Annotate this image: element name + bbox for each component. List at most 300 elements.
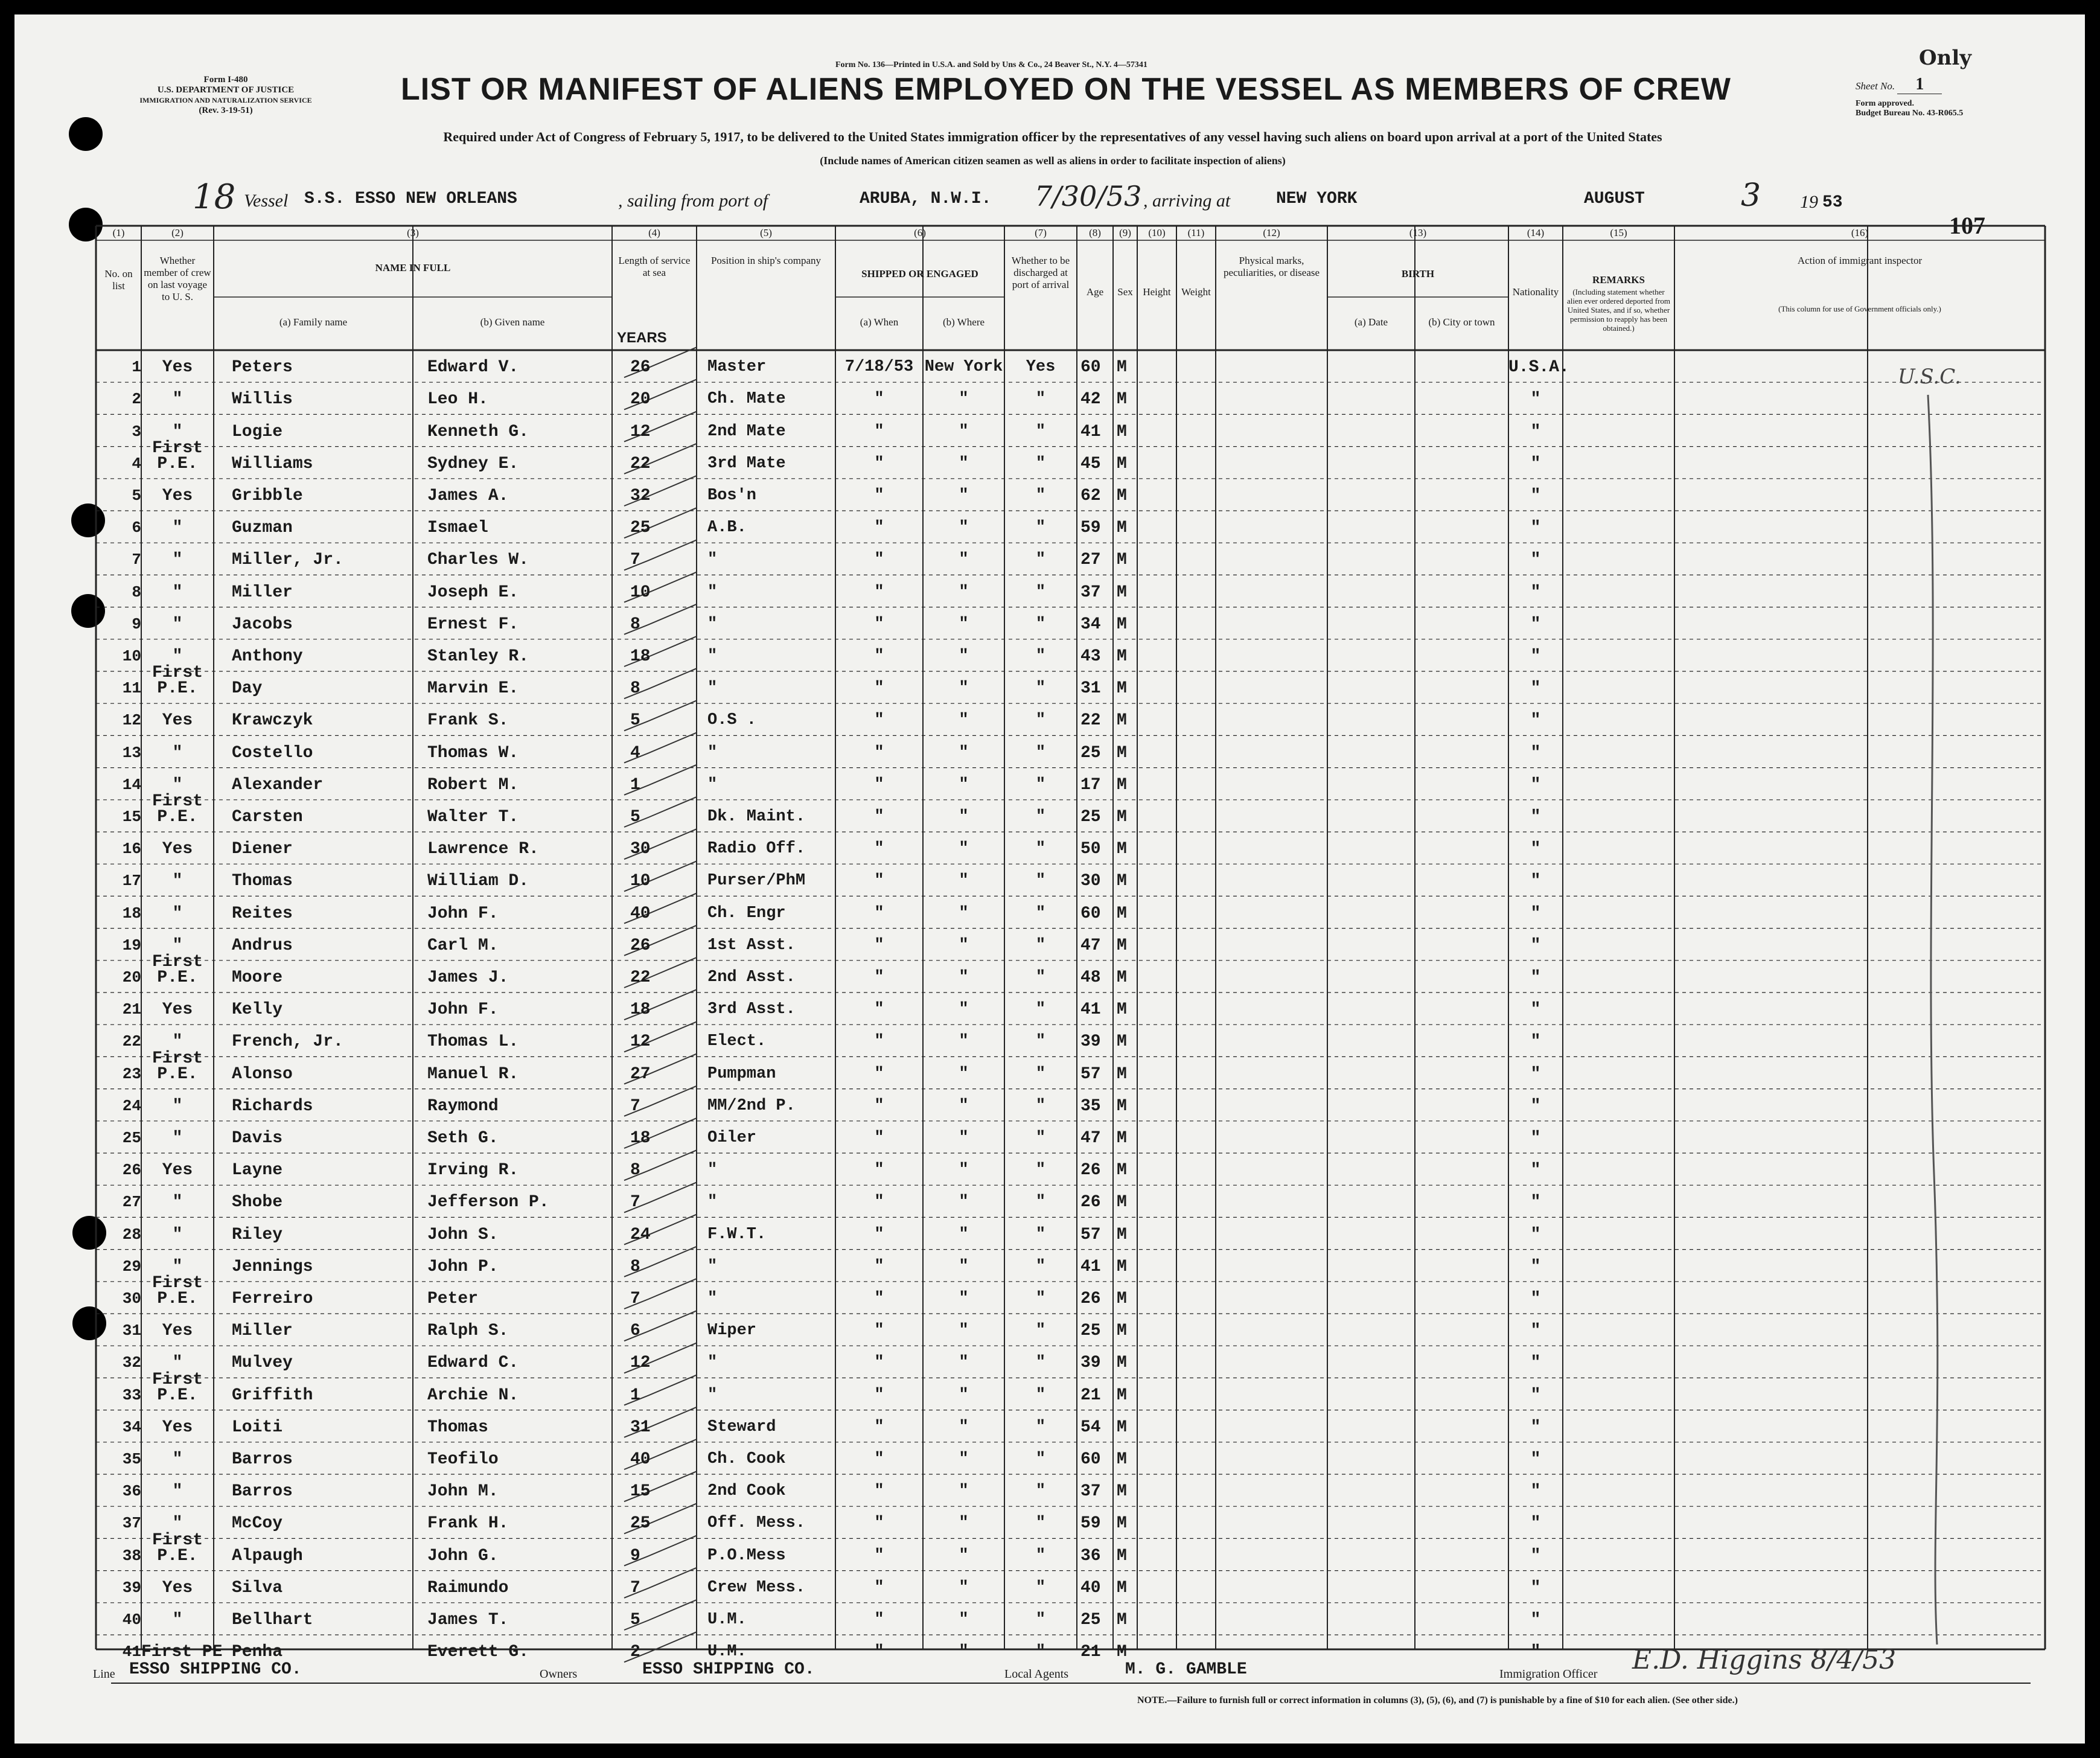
shipped-when: " — [874, 968, 884, 986]
row-number: 32 — [122, 1354, 141, 1372]
years-at-sea: 4 — [630, 743, 640, 762]
col-number-c10_num: (10) — [1148, 227, 1166, 238]
given-name: Edward V. — [427, 358, 519, 377]
family-name: Willis — [232, 390, 293, 409]
prev-voyage-top: First — [152, 1049, 203, 1068]
row-number: 11 — [122, 679, 141, 698]
discharged: " — [1035, 1000, 1046, 1019]
shipped-where: " — [959, 1418, 969, 1436]
age: 25 — [1080, 808, 1101, 826]
prev-voyage-top: First — [152, 792, 203, 811]
prev-voyage: " — [172, 1450, 183, 1469]
nationality: " — [1530, 1418, 1541, 1437]
nationality: " — [1530, 422, 1541, 441]
row-number: 36 — [122, 1482, 141, 1501]
given-name: John S. — [427, 1225, 499, 1244]
col-header-c13: BIRTH — [1401, 268, 1435, 280]
shipped-when: 7/18/53 — [844, 358, 914, 377]
nationality: " — [1530, 1482, 1541, 1501]
shipped-where: " — [959, 1000, 969, 1019]
shipped-where: " — [959, 1450, 969, 1468]
discharged: " — [1035, 808, 1046, 826]
family-name: Griffith — [232, 1386, 313, 1405]
sailing-label: , sailing from port of — [618, 191, 768, 211]
prev-voyage: First PE — [141, 1643, 223, 1662]
shipped-when: " — [874, 1418, 884, 1436]
family-name: Barros — [232, 1482, 293, 1501]
discharged: " — [1035, 1611, 1046, 1629]
shipped-when: " — [874, 808, 884, 826]
position: " — [707, 615, 718, 633]
shipped-when: " — [874, 390, 884, 409]
prev-voyage: Yes — [162, 358, 193, 377]
shipped-where: " — [959, 1193, 969, 1212]
discharged: " — [1035, 872, 1046, 890]
vessel-label: Vessel — [244, 191, 289, 211]
shipped-when: " — [874, 840, 884, 858]
line-value: ESSO SHIPPING CO. — [129, 1660, 302, 1679]
nationality: " — [1530, 840, 1541, 859]
nationality: " — [1530, 1354, 1541, 1373]
sex: M — [1117, 1000, 1127, 1020]
shipped-where: " — [959, 968, 969, 986]
years-at-sea: 12 — [630, 1354, 651, 1373]
row-number: 25 — [122, 1129, 141, 1147]
shipped-when: " — [874, 1000, 884, 1019]
prev-voyage: " — [172, 1225, 183, 1244]
sex: M — [1117, 1611, 1127, 1629]
given-name: John F. — [427, 904, 499, 923]
discharged: " — [1035, 1386, 1046, 1404]
given-name: Kenneth G. — [427, 422, 529, 441]
position: Oiler — [707, 1129, 757, 1147]
years-at-sea: 20 — [630, 390, 651, 409]
sex: M — [1117, 1418, 1127, 1437]
form-approved: Form approved. — [1856, 99, 1914, 108]
row-number: 31 — [122, 1322, 141, 1340]
prev-voyage: P.E. — [157, 454, 198, 473]
col-header-c6a: (a) When — [860, 316, 899, 328]
sex: M — [1117, 583, 1127, 602]
discharged: " — [1035, 936, 1046, 954]
budget-no: Budget Bureau No. 43-R065.5 — [1856, 109, 1964, 118]
discharged: " — [1035, 679, 1046, 698]
position: Wiper — [707, 1322, 757, 1340]
shipped-when: " — [874, 1032, 884, 1051]
family-name: French, Jr. — [232, 1032, 343, 1052]
family-name: Barros — [232, 1450, 293, 1469]
form-id: Form I-480 — [203, 75, 248, 85]
row-number: 37 — [122, 1514, 141, 1533]
shipped-where: " — [959, 904, 969, 922]
officer-label: Immigration Officer — [1499, 1667, 1598, 1681]
prev-voyage: " — [172, 775, 183, 794]
years-at-sea: 15 — [630, 1482, 651, 1501]
age: 57 — [1080, 1064, 1101, 1084]
shipped-where: " — [959, 1225, 969, 1244]
years-at-sea: 8 — [630, 1161, 640, 1180]
shipped-when: " — [874, 743, 884, 762]
row-number: 2 — [132, 390, 141, 409]
col-header-c4: Length of service at sea — [618, 255, 691, 278]
family-name: Jennings — [232, 1257, 313, 1276]
col-header-c3a: (a) Family name — [279, 316, 348, 328]
footer-rule — [111, 1682, 2031, 1684]
position: Pumpman — [707, 1064, 776, 1083]
prev-voyage-top: First — [152, 438, 203, 458]
shipped-when: " — [874, 1225, 884, 1244]
family-name: Miller — [232, 1322, 293, 1341]
family-name: Miller — [232, 583, 293, 602]
col-number-c15_num: (15) — [1610, 227, 1627, 238]
years-at-sea: 5 — [630, 1611, 640, 1629]
shipped-when: " — [874, 1611, 884, 1629]
row-number: 8 — [132, 583, 141, 601]
col-number-c6_num: (6) — [914, 227, 926, 238]
prev-voyage: Yes — [162, 487, 193, 505]
shipped-when: " — [874, 551, 884, 569]
age: 41 — [1080, 1257, 1101, 1276]
sex: M — [1117, 1482, 1127, 1501]
agents-value: M. G. GAMBLE — [1125, 1660, 1247, 1679]
sex: M — [1117, 519, 1127, 538]
row-number: 22 — [122, 1032, 141, 1051]
years-at-sea: 7 — [630, 1578, 640, 1597]
sex: M — [1117, 743, 1127, 762]
years-at-sea: 7 — [630, 1290, 640, 1308]
age: 41 — [1080, 1000, 1101, 1020]
shipped-when: " — [874, 1290, 884, 1308]
discharged: " — [1035, 422, 1046, 441]
given-name: Manuel R. — [427, 1064, 519, 1084]
col-number-c8_num: (8) — [1089, 227, 1101, 238]
shipped-where: " — [959, 840, 969, 858]
prev-voyage: " — [172, 390, 183, 409]
margin-mark: 18 — [193, 177, 236, 217]
sex: M — [1117, 358, 1127, 377]
age: 48 — [1080, 968, 1101, 987]
shipped-where: " — [959, 711, 969, 730]
years-at-sea: 5 — [630, 711, 640, 730]
shipped-where: " — [959, 1354, 969, 1372]
col-header-c16: Action of immigrant inspector — [1797, 255, 1923, 266]
revision: (Rev. 3-19-51) — [199, 106, 253, 115]
prev-voyage: P.E. — [157, 808, 198, 826]
family-name: Miller, Jr. — [232, 551, 343, 570]
shipped-where: " — [959, 551, 969, 569]
years-at-sea: 32 — [630, 487, 651, 505]
given-name: Lawrence R. — [427, 840, 539, 859]
position: Bos'n — [707, 487, 757, 505]
arriving-label: , arriving at — [1143, 191, 1231, 211]
years-at-sea: 8 — [630, 615, 640, 634]
prev-voyage: P.E. — [157, 1290, 198, 1308]
col-number-c12_num: (12) — [1263, 227, 1280, 238]
discharged: " — [1035, 840, 1046, 858]
prev-voyage: " — [172, 1032, 183, 1052]
age: 27 — [1080, 551, 1101, 570]
col-header-c5: Position in ship's company — [710, 255, 822, 266]
age: 25 — [1080, 1322, 1101, 1341]
sail-date: 7/30/53 — [1035, 180, 1142, 213]
shipped-when: " — [874, 1578, 884, 1597]
discharged: " — [1035, 1322, 1046, 1340]
sex: M — [1117, 1129, 1127, 1148]
age: 17 — [1080, 775, 1101, 794]
discharged: " — [1035, 1129, 1046, 1147]
nationality: U.S.A. — [1508, 358, 1569, 377]
given-name: James J. — [427, 968, 509, 987]
position: MM/2nd P. — [707, 1096, 796, 1115]
nationality: " — [1530, 1546, 1541, 1565]
family-name: Andrus — [232, 936, 293, 955]
nationality: " — [1530, 1450, 1541, 1469]
years-at-sea: 6 — [630, 1322, 640, 1341]
years-at-sea: 25 — [630, 519, 651, 538]
prev-voyage: " — [172, 936, 183, 955]
position: Dk. Maint. — [707, 808, 806, 826]
officer-signature: E.D. Higgins 8/4/53 — [1632, 1645, 1897, 1675]
prev-voyage: Yes — [162, 1322, 193, 1341]
shipped-when: " — [874, 775, 884, 794]
discharged: " — [1035, 1514, 1046, 1533]
col-number-c13_num: (13) — [1409, 227, 1427, 238]
row-number: 5 — [132, 487, 141, 505]
years-at-sea: 8 — [630, 1257, 640, 1276]
prev-voyage: Yes — [162, 840, 193, 859]
discharged: " — [1035, 390, 1046, 409]
shipped-when: " — [874, 711, 884, 730]
age: 50 — [1080, 840, 1101, 859]
age: 42 — [1080, 390, 1101, 409]
position: 1st Asst. — [707, 936, 796, 954]
position: U.M. — [707, 1643, 747, 1661]
col-header-c16-note: (This column for use of Government officials only.) — [1778, 304, 1941, 313]
sex: M — [1117, 454, 1127, 473]
nationality: " — [1530, 1096, 1541, 1116]
family-name: Bellhart — [232, 1611, 313, 1629]
sex: M — [1117, 1354, 1127, 1373]
sex: M — [1117, 1578, 1127, 1597]
prev-voyage: " — [172, 1611, 183, 1629]
sex: M — [1117, 1225, 1127, 1244]
age: 41 — [1080, 422, 1101, 441]
given-name: James T. — [427, 1611, 509, 1629]
sex: M — [1117, 390, 1127, 409]
age: 45 — [1080, 454, 1101, 473]
given-name: John G. — [427, 1546, 499, 1565]
position: " — [707, 647, 718, 665]
nationality: " — [1530, 583, 1541, 602]
shipped-where: " — [959, 1386, 969, 1404]
col-number-c16_num: (16) — [1851, 227, 1869, 238]
shipped-where: " — [959, 1161, 969, 1180]
shipped-where: " — [959, 487, 969, 505]
given-name: James A. — [427, 487, 509, 505]
shipped-when: " — [874, 1450, 884, 1468]
family-name: Jacobs — [232, 615, 293, 634]
nationality: " — [1530, 1578, 1541, 1597]
prev-voyage: " — [172, 583, 183, 602]
shipped-where: " — [959, 454, 969, 473]
years-at-sea: 8 — [630, 679, 640, 698]
years-at-sea: 31 — [630, 1418, 651, 1437]
shipped-when: " — [874, 422, 884, 441]
family-name: Davis — [232, 1129, 283, 1148]
col-header-c15: REMARKS — [1592, 274, 1645, 286]
age: 59 — [1080, 519, 1101, 538]
years-at-sea: 30 — [630, 840, 651, 859]
given-name: Joseph E. — [427, 583, 519, 602]
given-name: Charles W. — [427, 551, 529, 570]
given-name: Walter T. — [427, 808, 519, 826]
row-number: 1 — [132, 358, 141, 377]
shipped-when: " — [874, 904, 884, 922]
discharged: " — [1035, 1032, 1046, 1051]
shipped-when: " — [874, 615, 884, 633]
prev-voyage: P.E. — [157, 968, 198, 987]
col-number-c1_num: (1) — [112, 227, 125, 238]
age: 47 — [1080, 936, 1101, 955]
family-name: Shobe — [232, 1193, 283, 1212]
family-name: Silva — [232, 1578, 283, 1597]
family-name: Carsten — [232, 808, 303, 826]
shipped-where: " — [959, 647, 969, 665]
row-number: 4 — [132, 454, 141, 473]
prev-voyage: Yes — [162, 711, 193, 730]
col-header-c1: No. on list — [104, 268, 133, 292]
row-number: 18 — [122, 904, 141, 922]
prev-voyage: " — [172, 422, 183, 441]
age: 54 — [1080, 1418, 1101, 1437]
shipped-where: " — [959, 583, 969, 601]
shipped-when: " — [874, 1643, 884, 1661]
shipped-when: " — [874, 1129, 884, 1147]
nationality: " — [1530, 1643, 1541, 1662]
discharged: " — [1035, 583, 1046, 601]
family-name: Ferreiro — [232, 1290, 313, 1308]
arrival-day: 3 — [1741, 177, 1761, 214]
position: 2nd Asst. — [707, 968, 796, 986]
age: 31 — [1080, 679, 1101, 698]
nationality: " — [1530, 872, 1541, 891]
discharged: " — [1035, 454, 1046, 473]
given-name: Edward C. — [427, 1354, 519, 1373]
port-from: ARUBA, N.W.I. — [860, 190, 992, 208]
nationality: " — [1530, 1161, 1541, 1180]
family-name: Riley — [232, 1225, 283, 1244]
age: 26 — [1080, 1290, 1101, 1308]
col-number-c14_num: (14) — [1527, 227, 1545, 238]
age: 39 — [1080, 1354, 1101, 1373]
given-name: Peter — [427, 1290, 479, 1308]
prev-voyage: " — [172, 647, 183, 666]
sex: M — [1117, 422, 1127, 441]
shipped-where: " — [959, 1257, 969, 1276]
shipped-when: " — [874, 487, 884, 505]
discharged: Yes — [1026, 358, 1056, 377]
shipped-where: " — [959, 679, 969, 698]
owners-value: ESSO SHIPPING CO. — [642, 1660, 815, 1679]
age: 21 — [1080, 1386, 1101, 1405]
years-at-sea: 12 — [630, 422, 651, 441]
given-name: Leo H. — [427, 390, 488, 409]
nationality: " — [1530, 711, 1541, 730]
prev-voyage: P.E. — [157, 679, 198, 698]
prev-voyage-top: First — [152, 1274, 203, 1293]
prev-voyage-top: First — [152, 663, 203, 683]
position: " — [707, 679, 718, 698]
position: P.O.Mess — [707, 1546, 786, 1565]
row-number: 35 — [122, 1450, 141, 1468]
col-header-c13b: (b) City or town — [1428, 316, 1495, 328]
col-number-c3_num: (3) — [407, 227, 419, 238]
shipped-where: " — [959, 1129, 969, 1147]
col-header-c14: Nationality — [1512, 286, 1559, 298]
position: " — [707, 1257, 718, 1276]
position: " — [707, 743, 718, 762]
sex: M — [1117, 1032, 1127, 1052]
discharged: " — [1035, 1096, 1046, 1115]
shipped-when: " — [874, 936, 884, 954]
given-name: Archie N. — [427, 1386, 519, 1405]
vessel-name: S.S. ESSO NEW ORLEANS — [304, 190, 517, 208]
row-number: 10 — [122, 647, 141, 665]
years-at-sea: 22 — [630, 454, 651, 473]
discharged: " — [1035, 1064, 1046, 1083]
prev-voyage-top: First — [152, 953, 203, 971]
age: 34 — [1080, 615, 1101, 634]
prev-voyage: " — [172, 1129, 183, 1148]
position: " — [707, 551, 718, 569]
given-name: Seth G. — [427, 1129, 499, 1148]
nationality: " — [1530, 1257, 1541, 1276]
discharged: " — [1035, 711, 1046, 730]
position: 3rd Mate — [707, 454, 786, 473]
age: 60 — [1080, 358, 1101, 377]
col-header-years: YEARS — [617, 330, 667, 346]
given-name: Frank S. — [427, 711, 509, 730]
age: 40 — [1080, 1578, 1101, 1597]
years-at-sea: 2 — [630, 1643, 640, 1662]
nationality: " — [1530, 1322, 1541, 1341]
given-name: Ismael — [427, 519, 488, 538]
nationality: " — [1530, 519, 1541, 538]
sheet-no: 1 — [1897, 75, 1942, 94]
prev-voyage: " — [172, 1482, 183, 1501]
years-at-sea: 26 — [630, 358, 651, 377]
col-header-c13a: (a) Date — [1354, 316, 1388, 328]
given-name: Carl M. — [427, 936, 499, 955]
age: 59 — [1080, 1514, 1101, 1533]
position: Off. Mess. — [707, 1514, 806, 1533]
sex: M — [1117, 1450, 1127, 1469]
age: 25 — [1080, 1611, 1101, 1629]
shipped-when: " — [874, 1514, 884, 1533]
prev-voyage: Yes — [162, 1578, 193, 1597]
given-name: Raymond — [427, 1096, 499, 1116]
position: Steward — [707, 1418, 776, 1436]
sheet-label: Sheet No. — [1856, 80, 1895, 92]
col-number-c2_num: (2) — [171, 227, 184, 238]
shipped-where: " — [959, 936, 969, 954]
family-name: Krawczyk — [232, 711, 313, 730]
years-at-sea: 40 — [630, 904, 651, 923]
prev-voyage: " — [172, 1096, 183, 1116]
nationality: " — [1530, 679, 1541, 698]
years-at-sea: 25 — [630, 1514, 651, 1533]
age: 26 — [1080, 1161, 1101, 1180]
